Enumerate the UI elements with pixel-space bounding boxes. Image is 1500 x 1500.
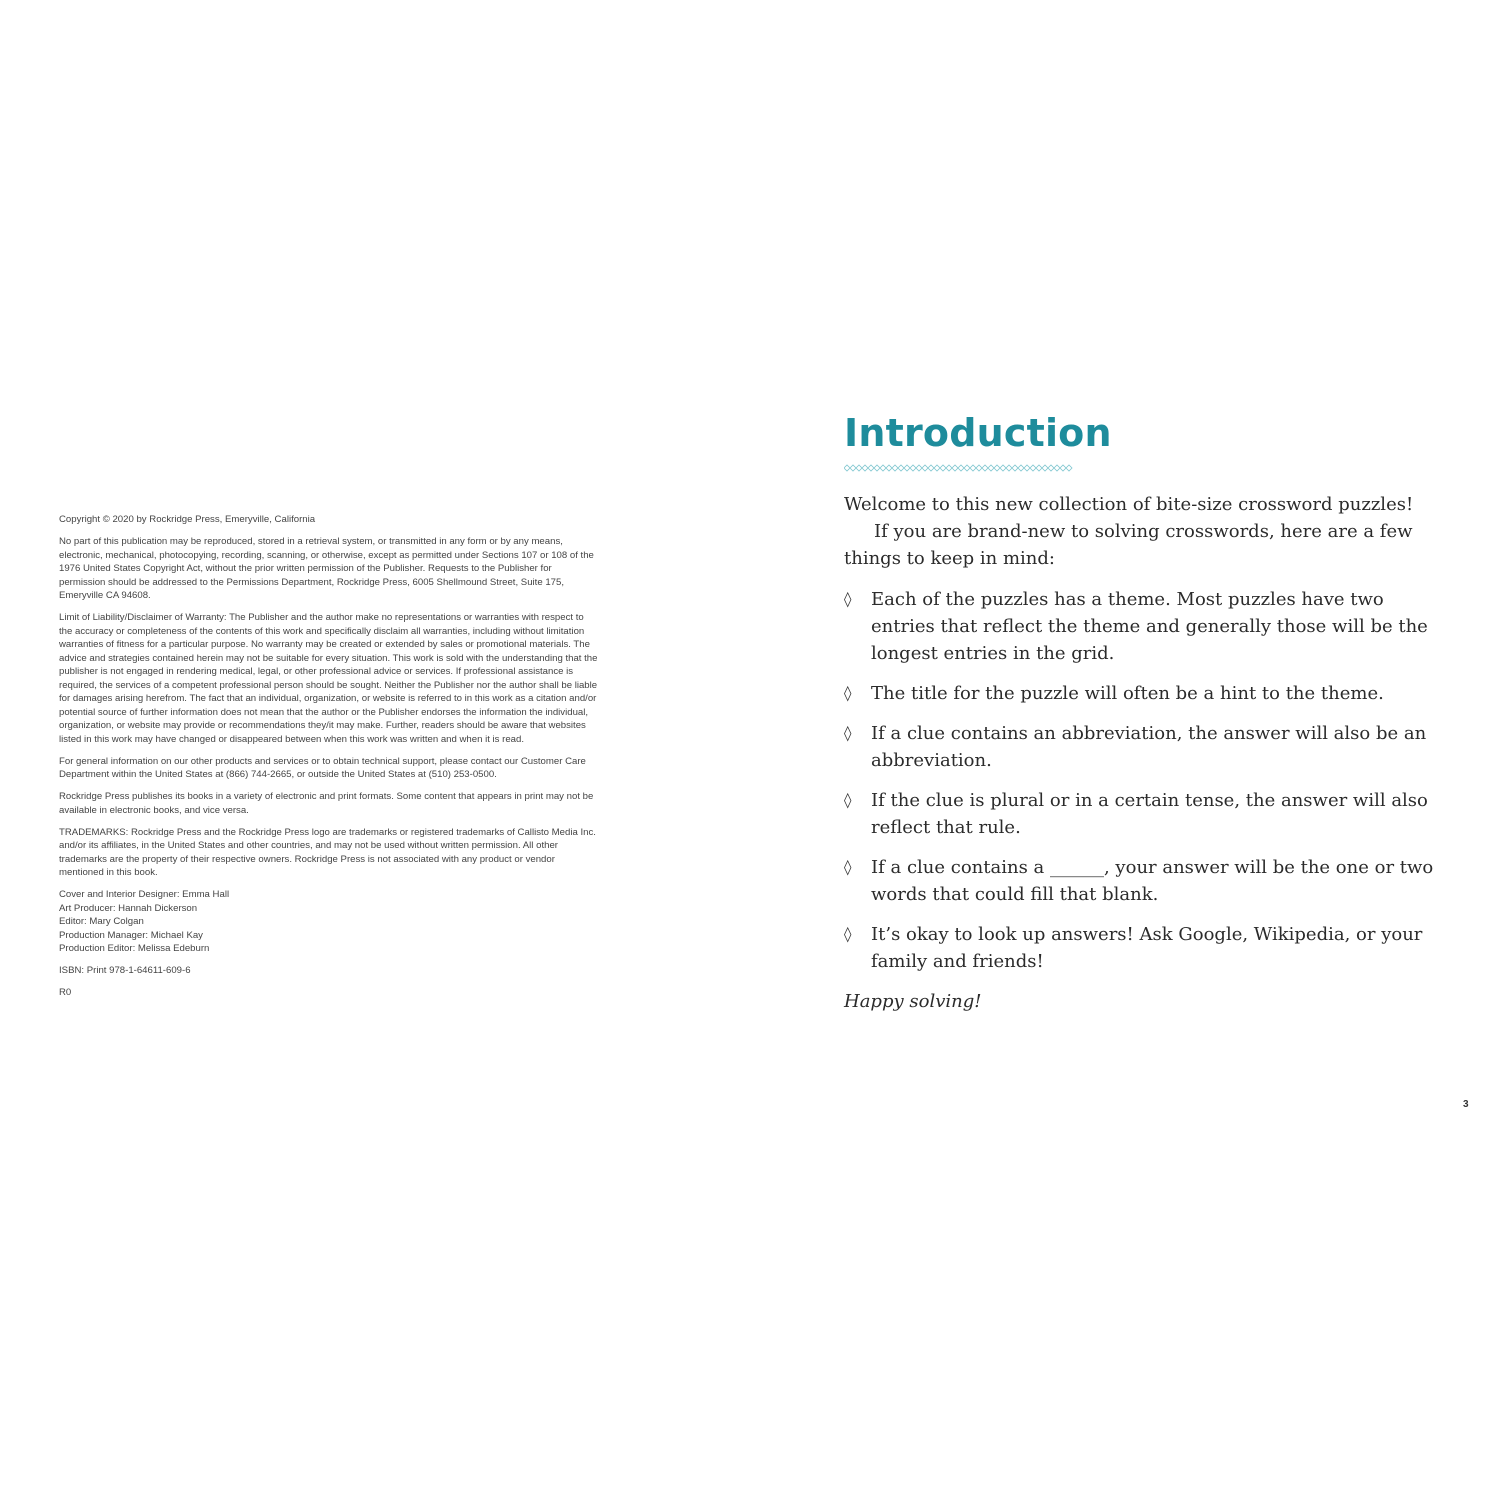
ornament-diamond bbox=[1054, 465, 1060, 471]
credit-line: Production Manager: Michael Kay bbox=[59, 929, 203, 941]
credit-line: Cover and Interior Designer: Emma Hall bbox=[59, 889, 230, 900]
ornament-diamond bbox=[1006, 465, 1012, 471]
ornament-diamond bbox=[1066, 465, 1072, 471]
formats-notice: Rockridge Press publishes its books in a variety of electronic and print formats. Some content that appears in print may not be available in electronic books, and vice versa. bbox=[59, 791, 594, 816]
ornament-diamond bbox=[874, 465, 880, 471]
ornament-diamond bbox=[850, 465, 856, 471]
intro-lead bbox=[844, 491, 1444, 572]
ornament-diamond bbox=[862, 465, 868, 471]
ornament-diamond bbox=[886, 465, 892, 471]
ornament-diamond bbox=[904, 465, 910, 471]
ornament-diamond bbox=[982, 465, 988, 471]
ornament-diamond bbox=[880, 465, 886, 471]
ornament-diamond bbox=[952, 465, 958, 471]
ornament-diamond bbox=[946, 465, 952, 471]
list-item: ◊ It’s okay to look up answers! Ask Google, Wikipedia, or your family and friends! bbox=[844, 921, 1444, 975]
diamond-ornament-divider bbox=[844, 463, 1076, 473]
list-item: ◊ If the clue is plural or in a certain tense, the answer will also reflect that rule. bbox=[844, 787, 1444, 841]
tips-list bbox=[844, 586, 1444, 975]
copyright-line: Copyright © 2020 by Rockridge Press, Emeryville, California bbox=[59, 514, 316, 525]
page-number: 3 bbox=[1463, 1099, 1469, 1110]
isbn: ISBN: Print 978-1-64611-609-6 bbox=[59, 965, 191, 976]
ornament-diamond bbox=[844, 465, 850, 471]
ornament-diamond bbox=[1012, 465, 1018, 471]
ornament-diamond bbox=[964, 465, 970, 471]
list-item: ◊ If a clue contains a ______, your answer will be the one or two words that could fill that blank. bbox=[844, 854, 1444, 908]
lead-line-2: If you are brand-new to solving crosswords, here are a few things to keep in mind: bbox=[844, 521, 1413, 569]
ornament-diamond bbox=[916, 465, 922, 471]
credit-line: Editor: Mary Colgan bbox=[59, 916, 144, 927]
ornament-diamond bbox=[868, 465, 874, 471]
ornament-diamond bbox=[994, 465, 1000, 471]
ornament-diamond bbox=[1060, 465, 1066, 471]
ornament-diamond bbox=[928, 465, 934, 471]
diamond-bullet-icon: ◊ bbox=[844, 791, 852, 809]
diamond-bullet-icon: ◊ bbox=[844, 724, 852, 742]
ornament-diamond bbox=[1024, 465, 1030, 471]
liability-disclaimer: Limit of Liability/Disclaimer of Warranty: The Publisher and the author make no representations or warranties with respect to the accuracy or completeness of the contents of this work and specifically disclaim all warranties, including without limitation warranties of fitness for a particular purpose. No warranty may be created or extended by sales or promotional materials. The advice and strategies contained herein may not be suitable for every situation. This work is sold with the understanding that the publisher is not engaged in rendering medical, legal, or other professional advice or services. If professional assistance is required, the services of a competent professional person should be sought. Neither the Publisher nor the author shall be liable for damages arising herefrom. The fact that an individual, organization, or website is referred to in this work as a citation and/or potential source of further information does not mean that the author or the Publisher endorses the information the individual, organization, or website may provide or recommendations they/it may make. Further, readers should be aware that websites listed in this work may have changed or disappeared between when this work was written and when it is read. bbox=[59, 612, 598, 745]
lead-line-1: Welcome to this new collection of bite-size crossword puzzles! bbox=[844, 494, 1414, 515]
ornament-diamond bbox=[910, 465, 916, 471]
diamond-bullet-icon: ◊ bbox=[844, 590, 852, 608]
diamond-bullet-icon: ◊ bbox=[844, 684, 852, 702]
ornament-diamond bbox=[1018, 465, 1024, 471]
diamond-bullet-icon: ◊ bbox=[844, 858, 852, 876]
introduction-page bbox=[844, 408, 1444, 1033]
ornament-diamond bbox=[1000, 465, 1006, 471]
list-item: ◊ If a clue contains an abbreviation, the answer will also be an abbreviation. bbox=[844, 720, 1444, 774]
credit-line: Production Editor: Melissa Edeburn bbox=[59, 943, 210, 954]
diamond-bullet-icon: ◊ bbox=[844, 925, 852, 943]
trademarks-notice: TRADEMARKS: Rockridge Press and the Rockridge Press logo are trademarks or registered trademarks of Callisto Media Inc. and/or its affiliates, in the United States and other countries, and may not be used without written permission. All other trademarks are the property of their respective owners. Rockridge Press is not associated with any product or vendor mentioned in this book. bbox=[59, 826, 596, 878]
page-title: Introduction bbox=[844, 411, 1112, 455]
ornament-diamond bbox=[922, 465, 928, 471]
ornament-diamond bbox=[1036, 465, 1042, 471]
reproduction-notice: No part of this publication may be reproduced, stored in a retrieval system, or transmitted in any form or by any means, electronic, mechanical, photocopying, recording, scanning, or otherwise, except as permitted under Sections 107 or 108 of the 1976 United States Copyright Act, without the prior written permission of the Publisher. Requests to the Publisher for permission should be addressed to the Permissions Department, Rockridge Press, 6005 Shellmound Street, Suite 175, Emeryville CA 94608. bbox=[59, 536, 594, 601]
list-item: ◊ The title for the puzzle will often be a hint to the theme. bbox=[844, 680, 1444, 707]
customer-care-info: For general information on our other products and services or to obtain technical support, please contact our Customer Care Department within the United States at (866) 744-2665, or outside the United States at (510) 253-0500. bbox=[59, 755, 586, 780]
ornament-diamond bbox=[898, 465, 904, 471]
ornament-diamond bbox=[1030, 465, 1036, 471]
copyright-page bbox=[59, 513, 599, 1008]
ornament-diamond bbox=[988, 465, 994, 471]
ornament-diamond bbox=[958, 465, 964, 471]
ornament-diamond bbox=[970, 465, 976, 471]
ornament-diamond bbox=[934, 465, 940, 471]
ornament-diamond bbox=[940, 465, 946, 471]
print-code: R0 bbox=[59, 987, 72, 998]
ornament-diamond bbox=[1042, 465, 1048, 471]
ornament-diamond bbox=[976, 465, 982, 471]
ornament-diamond bbox=[856, 465, 862, 471]
list-item: ◊ Each of the puzzles has a theme. Most puzzles have two entries that reflect the theme and generally those will be the longest entries in the grid. bbox=[844, 586, 1444, 667]
ornament-diamond bbox=[1048, 465, 1054, 471]
ornament-diamond bbox=[892, 465, 898, 471]
closing-line: Happy solving! bbox=[844, 991, 982, 1012]
credit-line: Art Producer: Hannah Dickerson bbox=[59, 902, 198, 914]
